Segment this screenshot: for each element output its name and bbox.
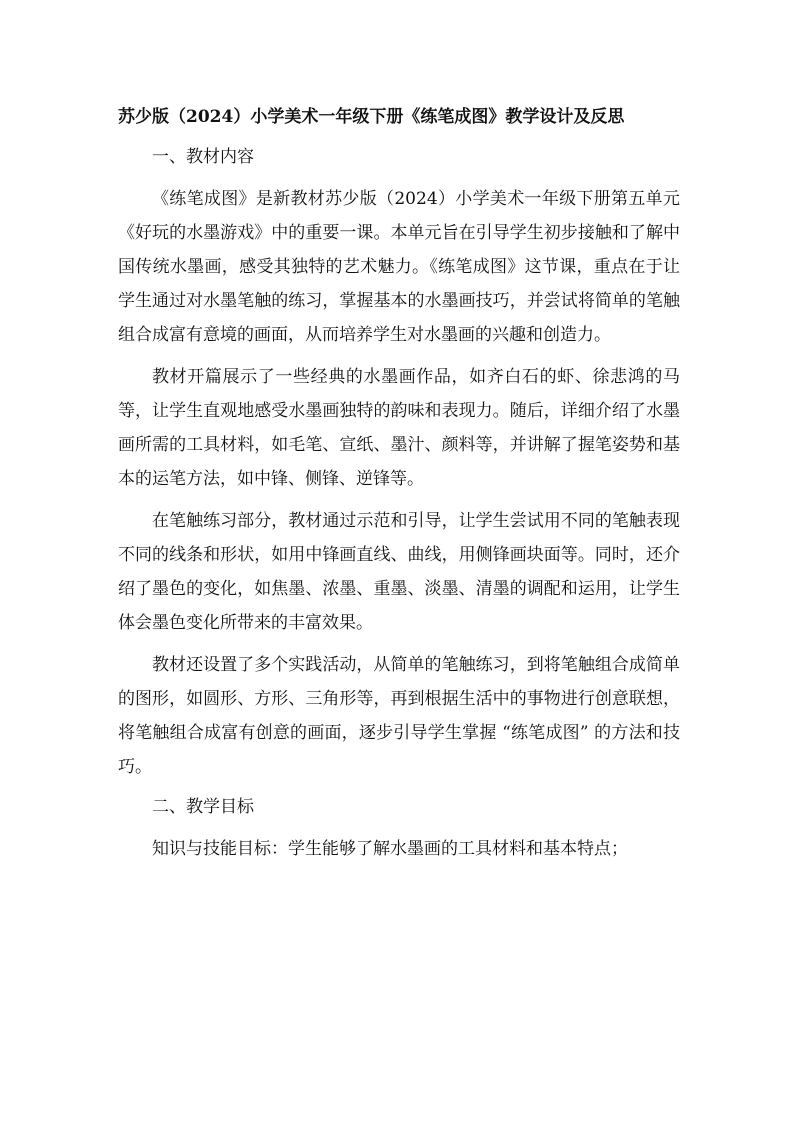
paragraph-objective-1: 知识与技能目标：学生能够了解水墨画的工具材料和基本特点； xyxy=(152,839,628,859)
section-heading-materials: 一、教材内容 xyxy=(152,147,254,167)
section-heading-objectives: 二、教学目标 xyxy=(152,797,254,817)
paragraph-1: 《练笔成图》是新教材苏少版（2024）小学美术一年级下册第五单元《好玩的水墨游戏》中的重要一课。本单元旨在引导学生初步接触和了解中国传统水墨画，感受其独特的艺术魅力。《练笔成图》这节课，重点在于让学生通过对水墨笔触的练习，掌握基本的水墨画技巧，并尝试将简单的笔触组合成富有意境的画面，从而培养学生对水墨画的兴趣和创造力。 xyxy=(118,189,680,345)
paragraph-2: 教材开篇展示了一些经典的水墨画作品，如齐白石的虾、徐悲鸿的马等，让学生直观地感受水墨画独特的韵味和表现力。随后，详细介绍了水墨画所需的工具材料，如毛笔、宣纸、墨汁、颜料等，并讲解了握笔姿势和基本的运笔方法，如中锋、侧锋、逆锋等。 xyxy=(118,367,680,489)
document-title: 苏少版（2024）小学美术一年级下册《练笔成图》教学设计及反思 xyxy=(118,107,625,127)
paragraph-3: 在笔触练习部分，教材通过示范和引导，让学生尝试用不同的笔触表现不同的线条和形状，如用中锋画直线、曲线，用侧锋画块面等。同时，还介绍了墨色的变化，如焦墨、浓墨、重墨、淡墨、清墨的调配和运用，让学生体会墨色变化所带来的丰富效果。 xyxy=(118,511,680,633)
paragraph-4: 教材还设置了多个实践活动，从简单的笔触练习，到将笔触组合成简单的图形，如圆形、方形、三角形等，再到根据生活中的事物进行创意联想，将笔触组合成富有创意的画面，逐步引导学生掌握 “练笔成图” 的方法和技巧。 xyxy=(118,655,680,777)
document-body xyxy=(118,100,680,866)
